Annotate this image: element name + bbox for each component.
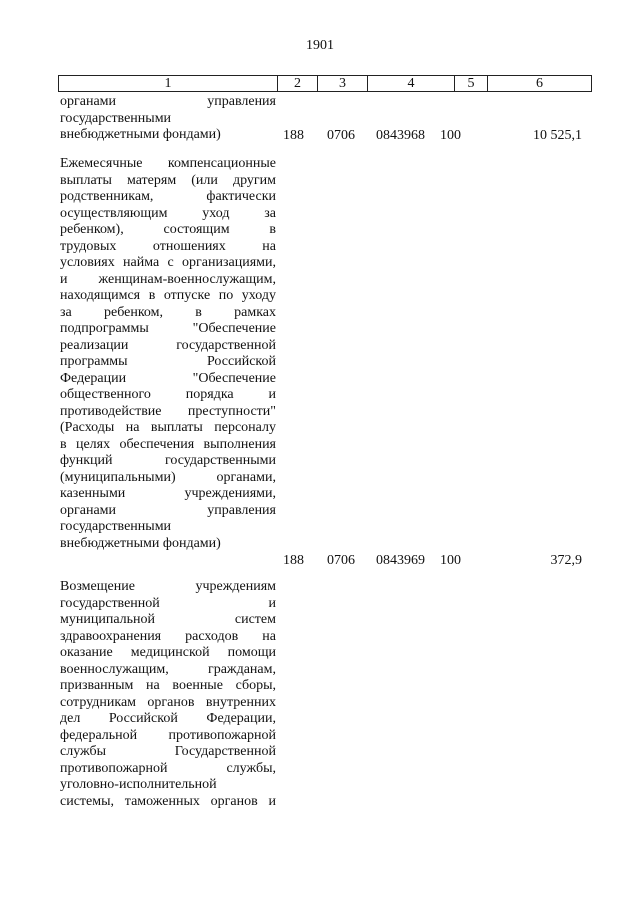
text-line: казенными учреждениями,: [60, 486, 276, 501]
text-line: ребенком), состоящим в: [60, 222, 276, 237]
text-line: здравоохранения расходов на: [60, 628, 276, 644]
row-2-description: [60, 156, 276, 552]
text-line: службы Государственной: [60, 744, 276, 759]
text-line: условиях найма с организациями,: [60, 255, 276, 270]
text-line: государственными: [60, 519, 172, 534]
text-line: системы, таможенных органов и: [60, 793, 276, 809]
row-1-col-3: 0706: [327, 128, 355, 143]
row-2-col-4: 0843969: [376, 553, 425, 568]
text-line: противодействие преступности": [60, 403, 276, 419]
text-line: военнослужащим, гражданам,: [60, 661, 276, 677]
text-line: Возмещение учреждениям: [60, 579, 276, 594]
text-line: в целях обеспечения выполнения: [60, 436, 276, 452]
row-2-col-2: 188: [283, 553, 304, 568]
text-line: трудовых отношениях на: [60, 238, 276, 254]
text-line: общественного порядка и: [60, 387, 276, 402]
text-line: Ежемесячные компенсационные: [60, 156, 276, 171]
column-header-3: 3: [318, 76, 368, 91]
row-1-values: [0, 127, 640, 144]
column-header-2: 2: [278, 76, 318, 91]
column-header-row: [58, 75, 592, 92]
text-line: (муниципальными) органами,: [60, 469, 276, 485]
row-1-col-6: 10 525,1: [533, 128, 582, 143]
text-line: за ребенком, в рамках: [60, 304, 276, 320]
text-line: государственными: [60, 110, 172, 126]
text-line: внебюджетными фондами): [60, 535, 221, 551]
row-1-col-4: 0843968: [376, 128, 425, 143]
text-line: Федерации "Обеспечение: [60, 370, 276, 386]
text-line: противопожарной службы,: [60, 760, 276, 776]
row-1-col-5: 100: [440, 128, 461, 143]
text-line: подпрограммы "Обеспечение: [60, 321, 276, 336]
text-line: федеральной противопожарной: [60, 727, 276, 743]
page-number: 1901: [306, 38, 334, 53]
row-1-col-2: 188: [283, 128, 304, 143]
row-3-description: [60, 579, 276, 810]
text-line: сотрудникам органов внутренних: [60, 694, 276, 710]
column-header-6: 6: [536, 76, 543, 91]
text-line: родственникам, фактически: [60, 189, 276, 204]
text-line: оказание медицинской помощи: [60, 645, 276, 660]
text-line: внебюджетными фондами): [60, 127, 221, 142]
row-2-values: [0, 552, 640, 569]
text-line: муниципальной систем: [60, 612, 276, 627]
column-header-5: 5: [455, 76, 488, 91]
row-2-col-3: 0706: [327, 553, 355, 568]
text-line: находящимся в отпуске по уходу: [60, 288, 276, 303]
row-2-col-5: 100: [440, 553, 461, 568]
text-line: призванным на военные сборы,: [60, 678, 276, 693]
column-header-4: 4: [368, 76, 455, 91]
text-line: функций государственными: [60, 453, 276, 468]
text-line: и женщинам-военнослужащим,: [60, 271, 276, 287]
text-line: программы Российской: [60, 354, 276, 369]
text-line: выплаты матерям (или другим: [60, 172, 276, 188]
column-header-1: 1: [59, 76, 278, 91]
text-line: дел Российской Федерации,: [60, 711, 276, 726]
text-line: государственной и: [60, 595, 276, 611]
row-2-col-6: 372,9: [550, 553, 582, 568]
text-line: реализации государственной: [60, 337, 276, 353]
text-line: уголовно-исполнительной: [60, 777, 217, 792]
text-line: (Расходы на выплаты персоналу: [60, 420, 276, 435]
text-line: органами управления: [60, 502, 276, 518]
text-line: осуществляющим уход за: [60, 205, 276, 221]
text-line: органами управления: [60, 94, 276, 109]
